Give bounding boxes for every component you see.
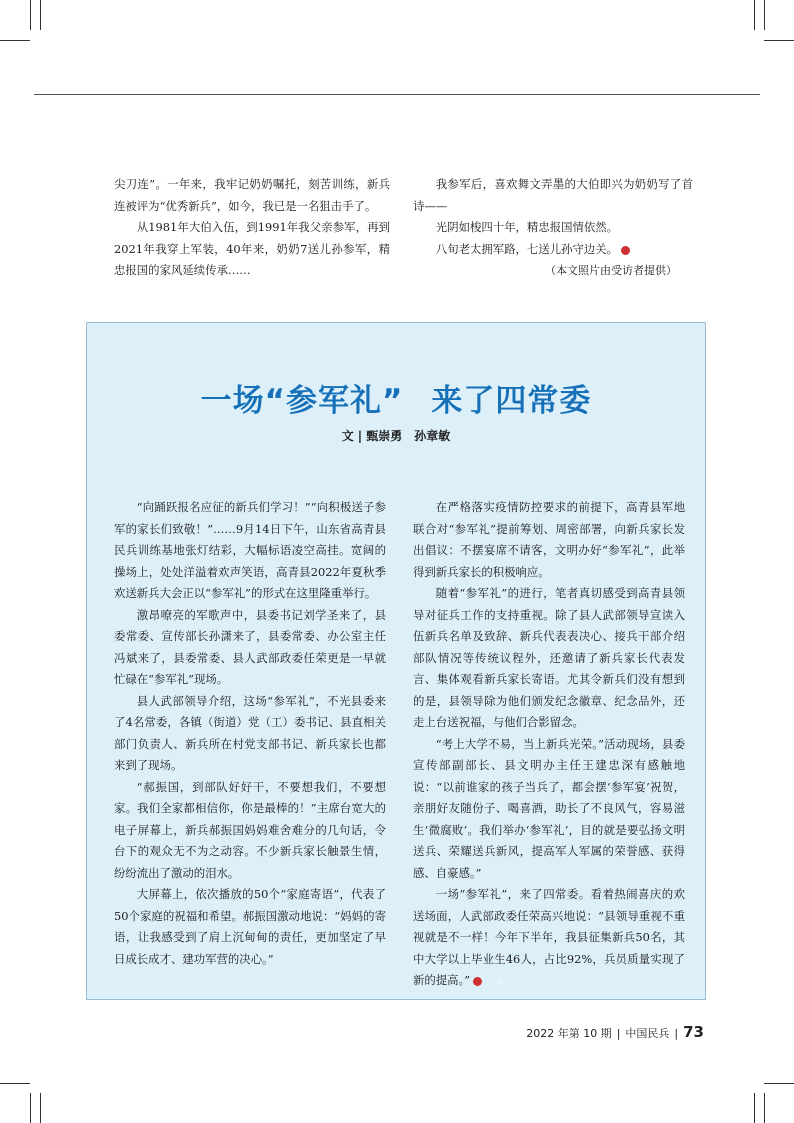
poem-line [413, 239, 693, 261]
paragraph: 尖刀连”。一年来，我牢记奶奶嘱托，刻苦训练，新兵连被评为“优秀新兵”，如今，我已是一名狙击手了。 [114, 177, 390, 213]
crop-mark [754, 1093, 755, 1123]
end-mark-icon: 兵 [473, 977, 482, 986]
crop-mark [764, 0, 765, 30]
paragraph [413, 884, 685, 992]
crop-mark [764, 40, 794, 41]
byline-label: 文 [341, 429, 354, 443]
paragraph: 在严格落实疫情防控要求的前提下，高青县军地联合对“参军礼”提前筹划、周密部署，向新兵家长发出倡议：不摆宴席不请客，文明办好“参军礼”，此举得到新兵家长的积极响应。 [413, 500, 685, 579]
paragraph: 县人武部领导介绍，这场“参军礼”，不光县委来了4名常委，各镇（街道）党（工）委书记、县直相关部门负责人、新兵所在村党支部书记、新兵家长也都来到了现场。 [114, 693, 386, 772]
footer-separator: | [674, 1027, 679, 1040]
crop-mark [30, 0, 31, 30]
poem-line-text: 八旬老太拥军路，七送儿孙守边关。 [435, 241, 619, 256]
paragraph: “向踊跃报名应征的新兵们学习！”“向积极送子参军的家长们致敬！”……9月14日下午，山东省高青县民兵训练基地张灯结彩，大幅标语凌空高挂。宽阔的操场上，处处洋溢着欢声笑语，高青县2022年夏秋季欢送新兵大会正以“参军礼”的形式在这里隆重举行。 [114, 500, 386, 600]
author: 孙章敏 [414, 429, 451, 443]
crop-mark [764, 1093, 765, 1123]
crop-mark [30, 1093, 31, 1123]
byline [87, 427, 705, 444]
paragraph: “考上大学不易，当上新兵光荣。”活动现场，县委宣传部副部长、县文明办主任王建忠深有感触地说：“以前谁家的孩子当兵了，都会摆‘参军宴’祝贺，亲朋好友随份子、喝喜酒，助长了不良风气，容易滋生‘微腐败’。我们举办‘参军礼’，目的就是要弘扬文明送兵、荣耀送兵新风，提高军人军属的荣誉感、获得感、自豪感。” [413, 736, 685, 880]
crop-mark [40, 1093, 41, 1123]
paragraph: 随着“参军礼”的进行，笔者真切感受到高青县领导对征兵工作的支持重视。除了县人武部领导宣读入伍新兵名单及致辞、新兵代表表决心、接兵干部介绍部队情况等传统议程外，还邀请了新兵家长代表发言、集体观看新兵家长寄语。尤其令新兵们没有想到的是，县领导除为他们颁发纪念徽章、纪念品外，还走上台送祝福，与他们合影留念。 [413, 586, 685, 729]
article-title [87, 375, 705, 420]
paragraph: 激昂嘹亮的军歌声中，县委书记刘学圣来了，县委常委、宣传部长孙潇来了，县委常委、办公室主任冯斌来了，县委常委、县人武部政委任荣更是一早就忙碌在“参军礼”现场。 [114, 607, 386, 686]
article-left-column [114, 497, 386, 970]
previous-article-right-column [413, 174, 693, 282]
page-footer [526, 1023, 704, 1041]
header-rule [34, 94, 760, 95]
article-box [86, 322, 706, 1000]
article-title-part2: 来了四常委 [431, 383, 592, 419]
crop-mark [754, 0, 755, 30]
author: 甄崇勇 [366, 429, 403, 443]
article-title-part1: 一场“参军礼” [200, 383, 404, 419]
paragraph: 我参军后，喜欢舞文弄墨的大伯即兴为奶奶写了首诗—— [413, 177, 693, 213]
paragraph-text: 一场“参军礼”，来了四常委。看着热闹喜庆的欢送场面，人武部政委任荣高兴地说：“县领导重视不重视就是不一样！今年下半年，我县征集新兵50名，其中大学以上毕业生46人，占比92%，兵员质量实现了新的提高。” [413, 887, 685, 987]
poem-line: 光阴如梭四十年，精忠报国情依然。 [435, 220, 619, 234]
article-right-column [413, 497, 685, 992]
paragraph: 从1981年大伯入伍，到1991年我父亲参军，再到2021年我穿上军装，40年来，奶奶7送儿孙参军，精忠报国的家风延续传承…… [114, 220, 390, 277]
end-mark-icon: 兵 [621, 246, 630, 255]
crop-mark [40, 0, 41, 30]
paragraph: 大屏幕上，依次播放的50个“家庭寄语”，代表了50个家庭的祝福和希望。郝振国激动地说：“妈妈的寄语，让我感受到了肩上沉甸甸的责任，更加坚定了早日成长成才、建功军营的决心。” [114, 887, 386, 966]
crop-mark [0, 1083, 30, 1084]
previous-article-left-column [114, 174, 390, 282]
paragraph: “郝振国，到部队好好干，不要想我们，不要想家。我们全家都相信你，你是最棒的！”主席台宽大的电子屏幕上，新兵郝振国妈妈难舍难分的几句话，令台下的观众无不为之动容。不少新兵家长触景生情，纷纷流出了激动的泪水。 [114, 779, 386, 880]
footer-separator: | [616, 1027, 621, 1040]
byline-separator: | [357, 429, 363, 443]
issue-label: 2022 年第 10 期 [526, 1027, 612, 1040]
crop-mark [0, 40, 30, 41]
magazine-name: 中国民兵 [625, 1027, 670, 1040]
crop-mark [764, 1083, 794, 1084]
photo-credit: （本文照片由受访者提供） [545, 264, 677, 277]
page-number: 73 [683, 1023, 704, 1041]
